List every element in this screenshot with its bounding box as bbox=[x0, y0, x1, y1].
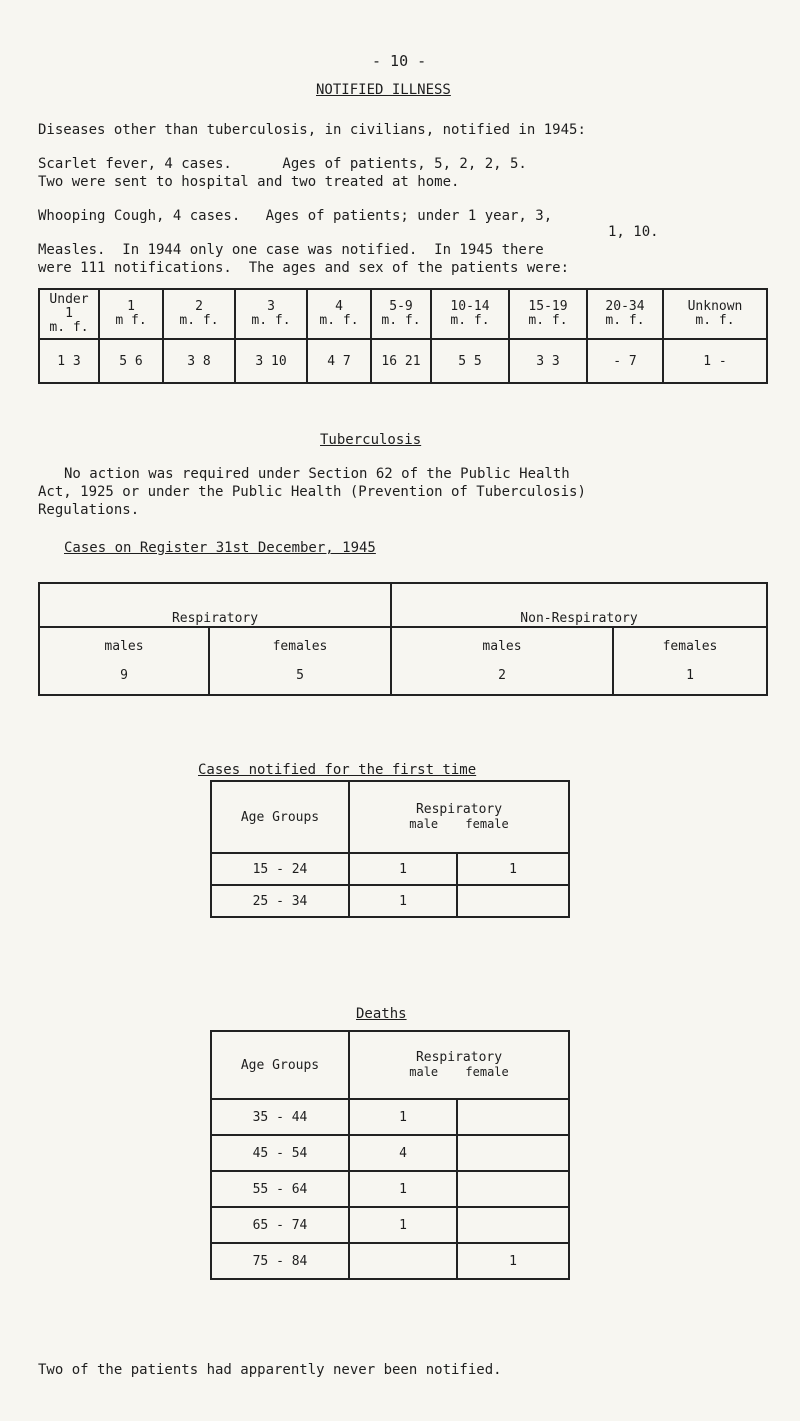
tuberculosis-heading: Tuberculosis bbox=[320, 432, 422, 448]
age-group-cell: 75 - 84 bbox=[211, 1243, 349, 1279]
tuberculosis-paragraph-1: No action was required under Section 62 of the Public Health bbox=[64, 466, 570, 482]
male-cell: 1 bbox=[349, 1207, 457, 1243]
male-cell: 1 bbox=[349, 1171, 457, 1207]
register-heading: Cases on Register 31st December, 1945 bbox=[64, 540, 376, 556]
measles-header-cell: Unknown m. f. bbox=[663, 289, 767, 339]
measles-header-cell: 4 m. f. bbox=[307, 289, 371, 339]
scarlet-fever-line-1: Scarlet fever, 4 cases. Ages of patients, 5, 2, 2, 5. bbox=[38, 156, 527, 172]
page-heading: NOTIFIED ILLNESS bbox=[316, 82, 451, 98]
female-cell bbox=[457, 885, 569, 917]
measles-value-cell: 5 5 bbox=[431, 339, 509, 383]
page-number: - 10 - bbox=[372, 52, 427, 70]
respiratory-header: Respiratory male female bbox=[349, 1031, 569, 1099]
male-cell: 1 bbox=[349, 885, 457, 917]
age-group-cell: 35 - 44 bbox=[211, 1099, 349, 1135]
measles-value-cell: 3 3 bbox=[509, 339, 587, 383]
deaths-table bbox=[210, 1030, 570, 1280]
respiratory-header: Respiratory male female bbox=[349, 781, 569, 853]
age-group-cell: 55 - 64 bbox=[211, 1171, 349, 1207]
whooping-cough-line-2: 1, 10. bbox=[608, 224, 659, 240]
male-cell: 4 bbox=[349, 1135, 457, 1171]
female-cell bbox=[457, 1207, 569, 1243]
register-cell: males 9 bbox=[39, 627, 209, 695]
measles-header-cell: 15-19 m. f. bbox=[509, 289, 587, 339]
respiratory-header: Respiratory bbox=[39, 583, 391, 627]
measles-value-cell: 5 6 bbox=[99, 339, 163, 383]
scarlet-fever-line-2: Two were sent to hospital and two treated at home. bbox=[38, 174, 460, 190]
measles-value-cell: 16 21 bbox=[371, 339, 431, 383]
tuberculosis-paragraph-2: Act, 1925 or under the Public Health (Prevention of Tuberculosis) bbox=[38, 484, 586, 500]
female-cell: 1 bbox=[457, 853, 569, 885]
age-group-cell: 65 - 74 bbox=[211, 1207, 349, 1243]
first-time-heading: Cases notified for the first time bbox=[198, 762, 477, 778]
measles-value-cell: 1 - bbox=[663, 339, 767, 383]
measles-header-cell: 1 m f. bbox=[99, 289, 163, 339]
measles-value-cell: 4 7 bbox=[307, 339, 371, 383]
male-cell: 1 bbox=[349, 1099, 457, 1135]
female-cell: 1 bbox=[457, 1243, 569, 1279]
measles-header-cell: 10-14 m. f. bbox=[431, 289, 509, 339]
measles-header-cell: 3 m. f. bbox=[235, 289, 307, 339]
measles-value-cell: 3 10 bbox=[235, 339, 307, 383]
female-cell bbox=[457, 1171, 569, 1207]
age-group-cell: 45 - 54 bbox=[211, 1135, 349, 1171]
deaths-heading: Deaths bbox=[356, 1006, 407, 1022]
measles-value-cell: 3 8 bbox=[163, 339, 235, 383]
measles-value-cell: 1 3 bbox=[39, 339, 99, 383]
age-group-cell: 15 - 24 bbox=[211, 853, 349, 885]
measles-header-cell: Under 1 m. f. bbox=[39, 289, 99, 339]
age-group-cell: 25 - 34 bbox=[211, 885, 349, 917]
measles-line-1: Measles. In 1944 only one case was notified. In 1945 there bbox=[38, 242, 544, 258]
age-groups-header: Age Groups bbox=[211, 781, 349, 853]
female-cell bbox=[457, 1099, 569, 1135]
age-groups-header: Age Groups bbox=[211, 1031, 349, 1099]
tuberculosis-paragraph-3: Regulations. bbox=[38, 502, 140, 518]
measles-value-cell: - 7 bbox=[587, 339, 663, 383]
measles-header-cell: 2 m. f. bbox=[163, 289, 235, 339]
first-time-table bbox=[210, 780, 570, 918]
measles-header-cell: 20-34 m. f. bbox=[587, 289, 663, 339]
measles-header-cell: 5-9 m. f. bbox=[371, 289, 431, 339]
whooping-cough-line-1: Whooping Cough, 4 cases. Ages of patients; under 1 year, 3, bbox=[38, 208, 553, 224]
register-table bbox=[38, 582, 768, 696]
register-cell: females 1 bbox=[613, 627, 767, 695]
intro-text: Diseases other than tuberculosis, in civilians, notified in 1945: bbox=[38, 122, 586, 138]
male-cell: 1 bbox=[349, 853, 457, 885]
measles-line-2: were 111 notifications. The ages and sex of the patients were: bbox=[38, 260, 570, 276]
male-cell bbox=[349, 1243, 457, 1279]
non-respiratory-header: Non-Respiratory bbox=[391, 583, 767, 627]
footer-note: Two of the patients had apparently never been notified. bbox=[38, 1362, 502, 1378]
register-cell: females 5 bbox=[209, 627, 391, 695]
female-cell bbox=[457, 1135, 569, 1171]
register-cell: males 2 bbox=[391, 627, 613, 695]
measles-table bbox=[38, 288, 768, 384]
